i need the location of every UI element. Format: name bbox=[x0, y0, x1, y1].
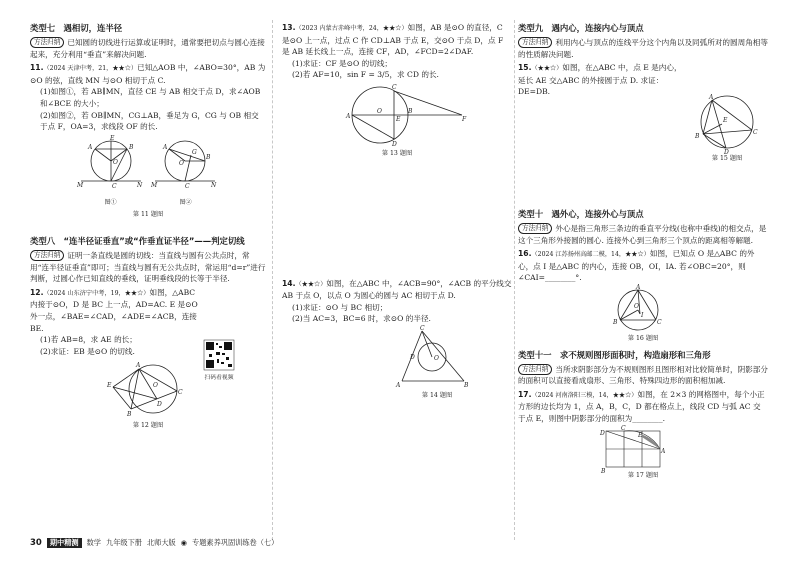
svg-text:C: C bbox=[657, 318, 662, 326]
question-13-part-2: (2)若 AF=10，sin F = 3/5，求 CD 的长. bbox=[292, 70, 439, 80]
svg-text:A: A bbox=[636, 283, 641, 291]
svg-text:E: E bbox=[107, 382, 112, 390]
question-source: （2024 河南洛阳三模，14，★★☆） bbox=[531, 391, 638, 399]
question-11-part-2: (2)如图②，若 OB∥MN，CG⊥AB，垂足为 G，CG 与 OB 相交于点 F，OA=3，求线段 OF 的长. bbox=[40, 110, 259, 132]
qr-caption: 扫码看视频 bbox=[204, 375, 234, 381]
svg-text:M: M bbox=[151, 181, 158, 189]
footer-grade: 九年级下册 bbox=[106, 538, 142, 547]
svg-text:A: A bbox=[396, 381, 401, 389]
svg-text:I: I bbox=[641, 311, 644, 319]
question-13-part-1: (1)求证：CF 是⊙O 的切线； bbox=[292, 58, 393, 68]
footer-series: 专题素养巩固训练卷（七） bbox=[192, 538, 279, 547]
method-text: 证明一条直线是圆的切线：当直线与圆有公共点时，常用“连半径证垂直”即可；当直线与圆有无公共点时，常运用“d=r”进行判断，过圆心作已知直线的垂线，证明垂线段的长等于半径. bbox=[30, 250, 266, 284]
figure-14-caption: 第 14 题图 bbox=[421, 391, 453, 399]
method-text: 利用内心与顶点的连线平分这个内角以及同弧所对的圆周角相等的性质解决问题. bbox=[518, 38, 768, 59]
svg-text:D: D bbox=[392, 140, 397, 148]
page-footer bbox=[30, 538, 278, 548]
question-text: 如图，已知点 O 是△ABC 的外心，点 I 是△ABC 的内心，连接 OB，OI，IA. 若∠OBC=20°，则∠CAI=________°. bbox=[518, 249, 755, 283]
svg-text:A: A bbox=[136, 362, 141, 370]
page-number: 30 bbox=[30, 538, 42, 548]
figure-11a-label: 图① bbox=[104, 198, 117, 206]
svg-text:O: O bbox=[377, 107, 382, 115]
question-14-part-1: (1)求证：⊙O 与 BC 相切； bbox=[292, 302, 388, 312]
column-middle bbox=[282, 22, 512, 402]
section-8-title: 类型八 “连半径证垂直”或“作垂直证半径”——判定切线 bbox=[30, 235, 245, 246]
method-tag: 方法归纳 bbox=[518, 223, 552, 234]
section-9-method bbox=[518, 37, 768, 60]
question-number: 15. bbox=[518, 63, 532, 73]
svg-text:O: O bbox=[153, 382, 158, 390]
question-source: （★★☆） bbox=[531, 65, 563, 73]
svg-text:C: C bbox=[392, 83, 397, 91]
column-divider-1 bbox=[272, 20, 273, 540]
question-17 bbox=[518, 389, 768, 425]
question-number: 16. bbox=[518, 249, 532, 259]
question-number: 12. bbox=[30, 287, 44, 297]
question-number: 13. bbox=[282, 23, 296, 32]
svg-text:B: B bbox=[127, 411, 132, 419]
method-text: 已知圆的切线进行运算或证明时，通常要把切点与圆心连接起来，充分利用“垂直”来解决问题. bbox=[30, 38, 265, 59]
svg-text:D: D bbox=[410, 353, 415, 361]
svg-text:E: E bbox=[638, 431, 643, 439]
question-number: 11. bbox=[30, 63, 44, 73]
question-source: （★★☆） bbox=[295, 280, 327, 288]
svg-text:C: C bbox=[420, 324, 425, 332]
question-source: （2024 天津中考，21，★★☆） bbox=[43, 65, 138, 73]
svg-text:C: C bbox=[753, 129, 758, 136]
question-13 bbox=[282, 22, 512, 58]
question-number: 14. bbox=[282, 278, 296, 288]
svg-text:A: A bbox=[661, 447, 666, 455]
column-divider-2 bbox=[514, 20, 515, 540]
question-12-part-1: (1)若 AB=8，求 AE 的长； bbox=[40, 335, 137, 345]
method-tag: 方法归纳 bbox=[30, 37, 64, 48]
question-11 bbox=[30, 62, 266, 86]
footer-subject: 数学 bbox=[86, 538, 101, 547]
svg-text:B: B bbox=[464, 381, 469, 389]
question-15 bbox=[518, 62, 683, 98]
figure-16 bbox=[608, 283, 668, 332]
svg-text:A: A bbox=[346, 112, 351, 120]
figure-15-caption: 第 15 题图 bbox=[711, 155, 743, 162]
question-source: （2024 山东济宁中考，19，★★☆） bbox=[43, 289, 150, 297]
column-left bbox=[30, 22, 266, 432]
svg-text:M: M bbox=[77, 181, 84, 189]
qr-code-icon[interactable] bbox=[204, 340, 234, 370]
question-text: 如图，在 2×3 的网格图中，每个小正方形的边长均为 1，点 A，B，C，D 都在格点上，线段 CD 与弧 AC 交于点 E，则图中阴影部分的面积为________. bbox=[518, 389, 765, 423]
svg-text:B: B bbox=[613, 318, 618, 326]
section-10-title: 类型十 遇外心，连接外心与顶点 bbox=[518, 208, 644, 219]
method-tag: 方法归纳 bbox=[30, 250, 64, 261]
question-source: （2023 内蒙古赤峰中考，24，★★☆） bbox=[295, 25, 408, 32]
svg-text:N: N bbox=[137, 181, 143, 189]
question-16 bbox=[518, 248, 768, 284]
footer-edition: 北师大版 bbox=[146, 538, 176, 547]
svg-text:B: B bbox=[408, 107, 413, 115]
brand-label: 期中精测 bbox=[47, 538, 82, 548]
svg-text:N: N bbox=[211, 181, 217, 189]
section-11-method bbox=[518, 364, 768, 387]
figure-12-caption: 第 12 题图 bbox=[132, 422, 164, 430]
svg-text:C: C bbox=[178, 389, 183, 397]
question-source: （2024 江苏扬州高邮二模，14，★★☆） bbox=[531, 251, 650, 259]
svg-text:C: C bbox=[112, 182, 117, 190]
figure-15 bbox=[690, 92, 764, 154]
question-14-part-2: (2)当 AC=3，BC=6 时，求⊙O 的半径. bbox=[292, 314, 431, 324]
svg-text:D: D bbox=[600, 429, 605, 437]
svg-text:O: O bbox=[434, 354, 439, 362]
svg-text:B: B bbox=[206, 153, 211, 161]
footer-dot-icon: ◉ bbox=[180, 538, 187, 547]
question-12 bbox=[30, 287, 198, 334]
section-9-title: 类型九 遇内心，连接内心与顶点 bbox=[518, 23, 644, 33]
section-7-method bbox=[30, 37, 266, 60]
svg-text:E: E bbox=[723, 117, 728, 124]
question-11-part-1: (1)如图①，若 AB∥MN，直径 CE 与 AB 相交于点 D，求∠AOB 和∠BCE 的大小； bbox=[40, 87, 261, 108]
svg-text:B: B bbox=[601, 467, 606, 475]
svg-text:E: E bbox=[110, 134, 115, 142]
svg-text:B: B bbox=[129, 143, 134, 151]
method-text: 当所求阴影部分为不规则图形且图形相对比较简单时，阴影部分的面积可以直接看成扇形、三角形、特殊四边形的面积相加减. bbox=[518, 364, 768, 386]
svg-text:A: A bbox=[88, 143, 93, 151]
method-tag: 方法归纳 bbox=[518, 37, 552, 48]
figure-17-caption: 第 17 题图 bbox=[627, 471, 659, 479]
figure-11b-label: 图② bbox=[179, 198, 192, 206]
column-right bbox=[518, 22, 768, 481]
svg-text:D: D bbox=[157, 401, 162, 409]
figure-13-caption: 第 13 题图 bbox=[381, 149, 413, 157]
svg-text:O: O bbox=[113, 158, 118, 166]
figure-12 bbox=[103, 359, 193, 419]
svg-text:C: C bbox=[185, 182, 190, 190]
figure-11 bbox=[73, 135, 223, 197]
svg-text:O: O bbox=[179, 159, 184, 167]
svg-text:E: E bbox=[396, 115, 401, 123]
svg-text:D: D bbox=[724, 149, 729, 156]
svg-text:B: B bbox=[695, 133, 700, 140]
figure-16-caption: 第 16 题图 bbox=[627, 334, 659, 342]
question-14 bbox=[282, 278, 512, 302]
question-text: 如图，AB 是⊙O 的直径，C 是⊙O 上一点，过点 C 作 CD⊥AB 于点 E，交⊙O 于点 D，点 F 是 AB 延长线上一点，连接 CF，AD，∠FCD=2∠DAF. bbox=[282, 23, 504, 57]
figure-11-caption: 第 11 题图 bbox=[132, 211, 164, 219]
svg-text:O: O bbox=[634, 302, 639, 310]
question-text: 如图，在△ABC 中，点 E 是内心，延长 AE 交△ABC 的外接圆于点 D. 求证：DE=DB. bbox=[518, 63, 682, 97]
svg-text:C: C bbox=[621, 424, 626, 432]
question-text: 如图，△ABC 内接于⊙O，D 是 BC 上一点，AD=AC. E 是⊙O 外一点，∠BAE=∠CAD，∠ADE=∠ACB，连接 BE. bbox=[30, 287, 198, 333]
question-text: 已知△AOB 中，∠ABO=30°，AB 为⊙O 的弦，直线 MN 与⊙O 相切于点 C. bbox=[30, 63, 266, 85]
method-text: 外心是指三角形三条边的垂直平分线(也称中垂线)的相交点，是这个三角形外接圆的圆心. 连接外心到三角形三个顶点的距离相等解题. bbox=[518, 223, 767, 245]
section-10-method bbox=[518, 223, 768, 246]
section-7-title: 类型七 遇相切，连半径 bbox=[30, 23, 123, 33]
question-text: 如图，在△ABC 中，∠ACB=90°，∠ACB 的平分线交 AB 于点 O，以点 O 为圆心的圆与 AC 相切于点 D. bbox=[282, 278, 512, 301]
question-number: 17. bbox=[518, 389, 532, 399]
svg-text:A: A bbox=[163, 143, 168, 151]
section-11-title: 类型十一 求不规则图形面积时，构造扇形和三角形 bbox=[518, 349, 711, 360]
figure-13 bbox=[322, 83, 472, 147]
svg-text:G: G bbox=[192, 148, 197, 156]
method-tag: 方法归纳 bbox=[518, 364, 552, 375]
question-12-part-2: (2)求证：EB 是⊙O 的切线. bbox=[40, 346, 135, 356]
svg-text:A: A bbox=[709, 94, 714, 101]
svg-text:F: F bbox=[462, 115, 467, 123]
section-8-method bbox=[30, 250, 266, 285]
